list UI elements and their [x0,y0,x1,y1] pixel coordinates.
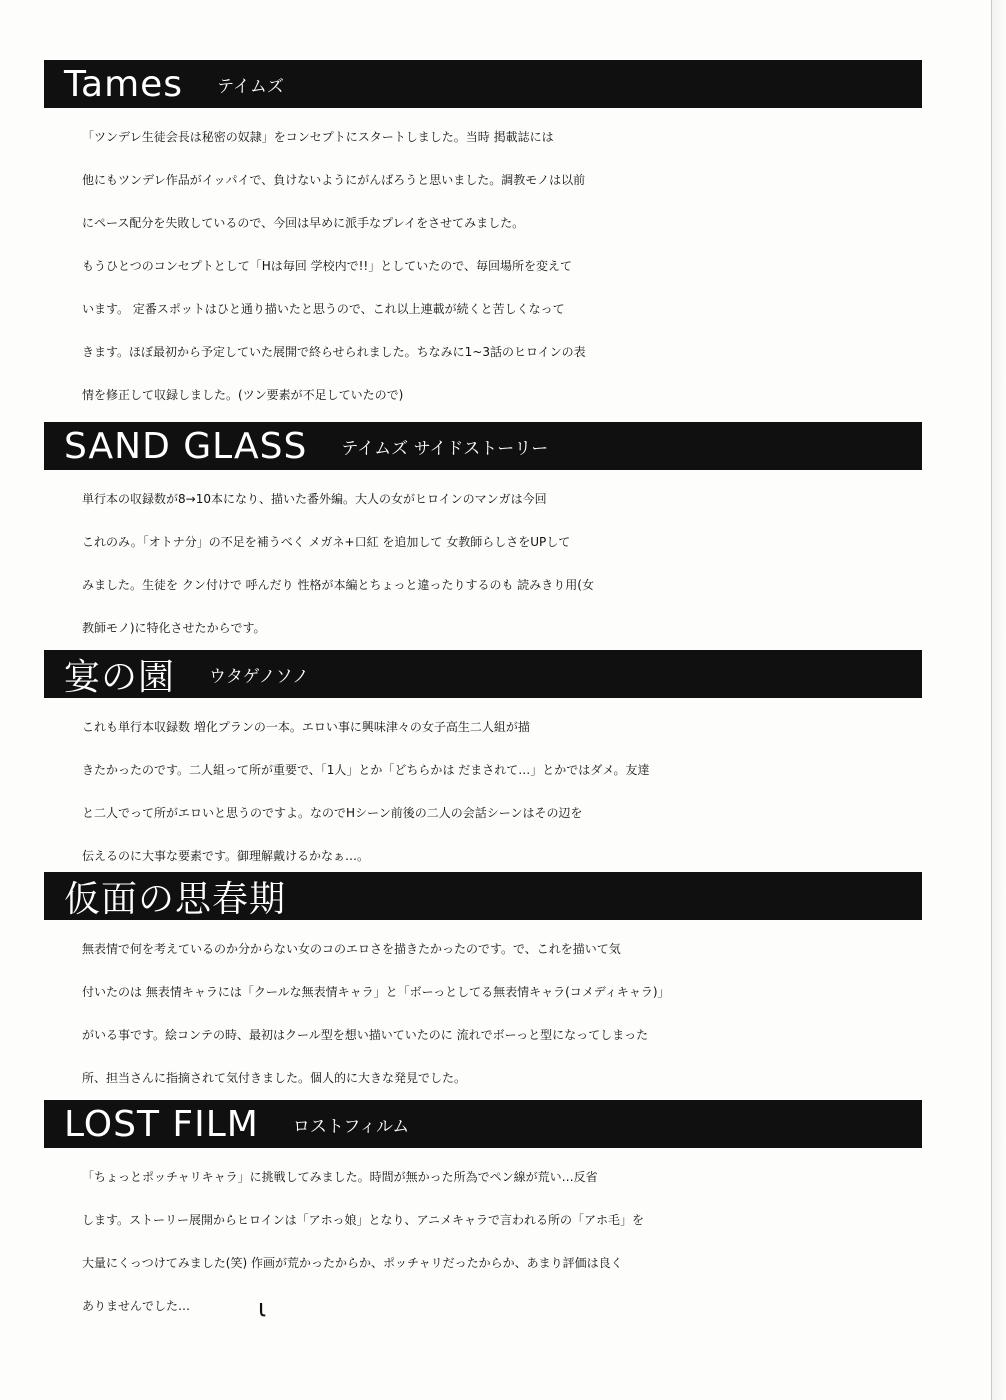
text-line: します。ストーリー展開からヒロインは「アホっ娘」となり、アニメキャラで言われる所の「アホ毛」を [82,1213,644,1227]
text-line: 「ツンデレ生徒会長は秘密の奴隷」をコンセプトにスタートしました。当時 掲載誌には [82,130,554,144]
text-line: みました。生徒を クン付けで 呼んだり 性格が本編とちょっと違ったりするのも 読みきり用(女 [82,578,594,592]
text-line: にペース配分を失敗しているので、今回は早めに派手なプレイをさせてみました。 [82,216,525,230]
text-line: 教師モノ)に特化させたからです。 [82,621,266,635]
section-header [44,872,922,920]
text-line: きたかったのです。二人組って所が重要で、「1人」とか「どちらかは だまされて…」とかではダメ。友達 [82,763,650,777]
section-sand-glass [44,422,922,650]
text-line: 大量にくっつけてみました(笑) 作画が荒かったからか、ポッチャリだったからか、あまり評価は良く [82,1256,623,1270]
section-subtitle: ウタゲノソノ [209,666,309,687]
section-body [44,698,922,878]
section-header [44,650,922,698]
section-title: 宴の園 [64,656,176,698]
text-line: これも単行本収録数 増化プランの一本。エロい事に興味津々の女子高生二人組が描 [82,720,530,734]
text-line: 単行本の収録数が8→10本になり、描いた番外編。大人の女がヒロインのマンガは今回 [82,492,547,506]
section-title: LOST FILM [64,1103,259,1145]
text-line: 無表情で何を考えているのか分からない女のコのエロさを描きたかったのです。で、これを描いて気 [82,942,621,956]
section-body [44,920,922,1100]
section-header [44,422,922,470]
text-line: きます。ほぼ最初から予定していた展開で終らせられました。ちなみに1~3話のヒロインの表 [82,345,586,359]
text-line: 付いたのは 無表情キャラには「クールな無表情キャラ」と「ボーっとしてる無表情キャラ(コメディキャラ)」 [82,985,670,999]
section-body [44,470,922,650]
section-subtitle: テイムズ サイドストーリー [341,438,549,459]
section-subtitle: ロストフィルム [292,1116,410,1137]
text-line: 伝えるのに大事な要素です。御理解戴けるかなぁ…。 [82,849,370,863]
section-kamen-no-shishunki [44,872,922,1100]
text-line: もうひとつのコンセプトとして「Hは毎回 学校内で!!」としていたので、毎回場所を変えて [82,259,572,273]
section-header [44,60,922,108]
section-tames [44,60,922,417]
text-line: 他にもツンデレ作品がイッパイで、負けないようにがんばろうと思いました。調教モノは以前 [82,173,586,187]
section-lost-film [44,1100,922,1328]
signature-mark: ι [258,1294,267,1322]
text-line: これのみ。「オトナ分」の不足を補うべく メガネ+口紅 を追加して 女教師らしさをUPして [82,535,571,549]
section-title: 仮面の思春期 [64,878,287,920]
text-line: ありませんでした… [82,1299,191,1313]
text-line: がいる事です。絵コンテの時、最初はクール型を想い描いていたのに 流れでボーっと型になってしまった [82,1028,649,1042]
section-subtitle: テイムズ [217,76,284,97]
text-line: 「ちょっとポッチャリキャラ」に挑戦してみました。時間が無かった所為でペン線が荒い…反省 [82,1170,598,1184]
text-line: います。 定番スポットはひと通り描いたと思うので、これ以上連載が続くと苦しくなって [82,302,565,316]
section-title: SAND GLASS [64,425,308,467]
text-line: と二人でって所がエロいと思うのですよ。なのでHシーン前後の二人の会話シーンはその辺を [82,806,583,820]
text-line: 所、担当さんに指摘されて気付きました。個人的に大きな発見でした。 [82,1071,467,1085]
section-title: Tames [64,63,184,105]
page-edge [991,0,1006,1400]
text-line: 情を修正して収録しました。(ツン要素が不足していたので) [82,388,404,402]
section-body [44,1148,922,1328]
section-body [44,108,922,417]
section-header [44,1100,922,1148]
section-utage-no-sono [44,650,922,878]
